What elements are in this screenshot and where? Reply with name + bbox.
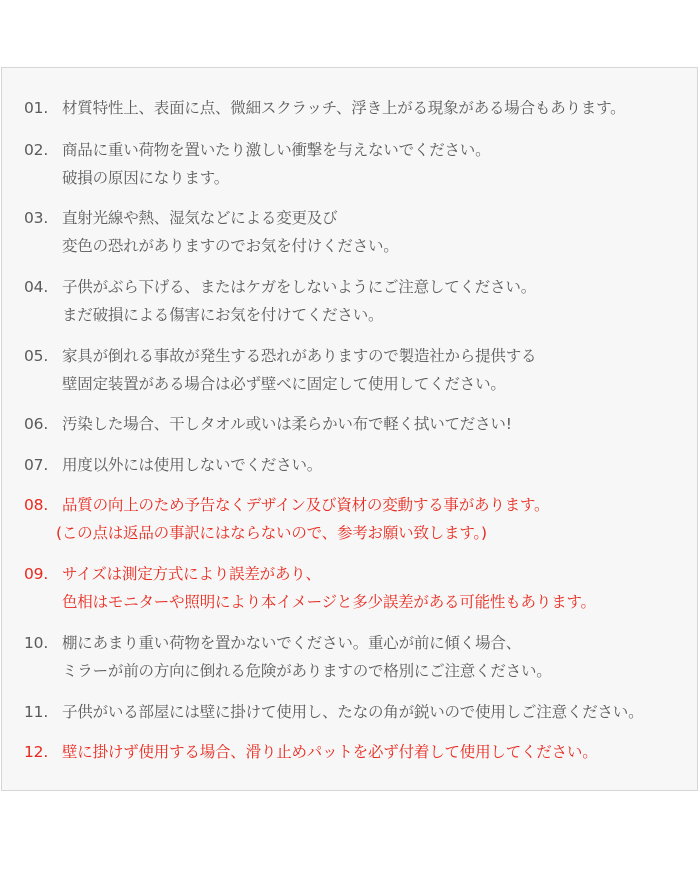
notice-item-03 bbox=[24, 204, 399, 260]
notice-item-07 bbox=[24, 451, 322, 479]
notice-item-08 bbox=[24, 491, 549, 547]
notice-text: 子供がいる部屋には壁に掛けて使用し、たなの角が鋭いので使用しご注意ください。 bbox=[62, 703, 644, 721]
notice-item-05 bbox=[24, 342, 536, 398]
notice-number: 10. bbox=[24, 634, 49, 652]
notice-number: 06. bbox=[24, 415, 49, 433]
notice-text: サイズは測定方式により誤差があり、 bbox=[62, 565, 321, 583]
notice-text-continued: 変色の恐れがありますのでお気を付けください。 bbox=[62, 237, 399, 255]
notice-item-12 bbox=[24, 738, 598, 766]
notice-number: 09. bbox=[24, 565, 49, 583]
notice-text: 子供がぶら下げる、またはケガをしないようにご注意してください。 bbox=[62, 278, 536, 296]
notice-item-06 bbox=[24, 410, 512, 438]
notice-text: 家具が倒れる事故が発生する恐れがありますので製造社から提供する bbox=[62, 347, 537, 365]
notice-number: 07. bbox=[24, 456, 49, 474]
notice-text-continued: 色相はモニターや照明により本イメージと多少誤差がある可能性もあります。 bbox=[62, 593, 596, 611]
notice-number: 04. bbox=[24, 278, 49, 296]
notice-item-10 bbox=[24, 629, 552, 685]
notice-number: 08. bbox=[24, 496, 49, 514]
notice-number: 03. bbox=[24, 209, 49, 227]
notice-panel bbox=[1, 67, 698, 791]
notice-text: 用度以外には使用しないでください。 bbox=[62, 456, 323, 474]
notice-item-11 bbox=[24, 698, 643, 726]
notice-text: 棚にあまり重い荷物を置かないでください。重心が前に傾く場合、 bbox=[62, 634, 522, 652]
notice-number: 12. bbox=[24, 743, 49, 761]
notice-text-continued: ミラーが前の方向に倒れる危険がありますので格別にご注意ください。 bbox=[62, 662, 552, 680]
notice-text: 直射光線や熱、湿気などによる変更及び bbox=[62, 209, 338, 227]
notice-text: 汚染した場合、干しタオル或いは柔らかい布で軽く拭いてださい! bbox=[62, 415, 512, 433]
notice-item-01 bbox=[24, 94, 625, 122]
notice-text: 材質特性上、表面に点、微細スクラッチ、浮き上がる現象がある場合もあります。 bbox=[62, 99, 626, 117]
notice-text-continued: 壁固定装置がある場合は必ず壁べに固定して使用してください。 bbox=[62, 375, 506, 393]
notice-text: 壁に掛けず使用する場合、滑り止めパットを必ず付着して使用してください。 bbox=[62, 743, 598, 761]
notice-number: 11. bbox=[24, 703, 49, 721]
notice-item-04 bbox=[24, 273, 536, 329]
notice-text-continued: 破損の原因になります。 bbox=[62, 169, 230, 187]
notice-number: 01. bbox=[24, 99, 49, 117]
notice-item-09 bbox=[24, 560, 596, 616]
notice-text-continued: まだ破損による傷害にお気を付けてください。 bbox=[62, 306, 384, 324]
notice-text: 商品に重い荷物を置いたり激しい衝撃を与えないでください。 bbox=[62, 141, 491, 159]
notice-number: 02. bbox=[24, 141, 49, 159]
notice-number: 05. bbox=[24, 347, 49, 365]
notice-item-02 bbox=[24, 136, 490, 192]
notice-text: 品質の向上のため予告なくデザイン及び資材の変動する事があります。 bbox=[62, 496, 550, 514]
notice-text-continued: (この点は返品の事訳にはならないので、参考お願い致します。) bbox=[56, 524, 487, 542]
